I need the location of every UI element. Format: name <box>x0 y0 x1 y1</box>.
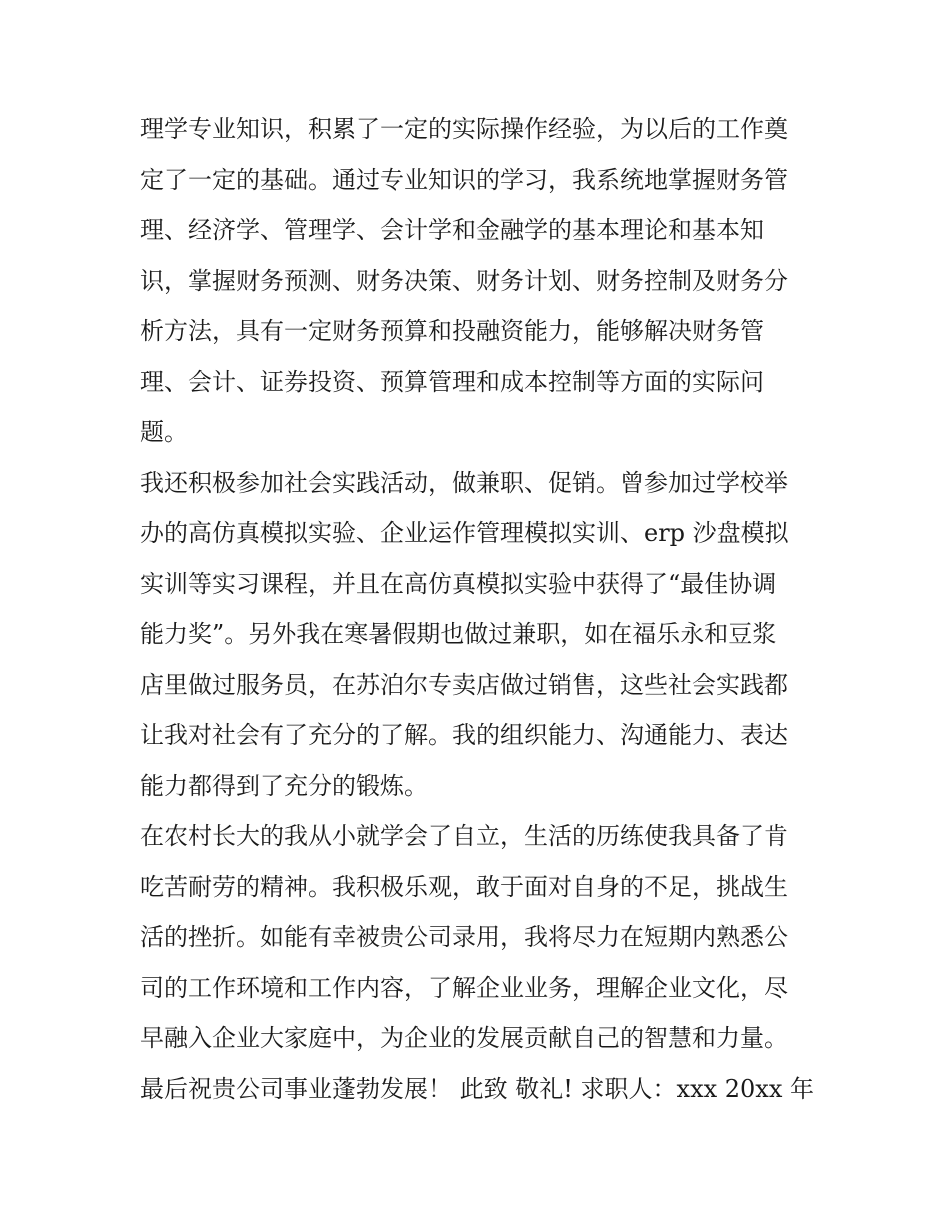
text-line: 吃苦耐劳的精神。我积极乐观，敢于面对自身的不足，挑战生 <box>140 872 788 901</box>
text-line: 理学专业知识，积累了一定的实际操作经验，为以后的工作奠 <box>140 115 788 143</box>
text-line: 能力奖”。另外我在寒暑假期也做过兼职，如在福乐永和豆浆 <box>140 620 777 648</box>
text-line: 司的工作环境和工作内容，了解企业业务，理解企业文化，尽 <box>140 973 788 1002</box>
text-line: 早融入企业大家庭中，为企业的发展贡献自己的智慧和力量。 <box>140 1024 788 1052</box>
text-line: 办的高仿真模拟实验、企业运作管理模拟实训、erp 沙盘模拟 <box>140 519 789 547</box>
text-line: 最后祝贵公司事业蓬勃发展！ 此致 敬礼! 求职人：xxx 20xx 年 <box>140 1074 815 1103</box>
text-line: 实训等实习课程，并且在高仿真模拟实验中获得了“最佳协调 <box>140 569 777 598</box>
body-text <box>140 104 820 1114</box>
text-line: 让我对社会有了充分的了解。我的组织能力、沟通能力、表达 <box>140 721 788 749</box>
text-line: 我还积极参加社会实践活动，做兼职、促销。曾参加过学校举 <box>140 468 788 497</box>
text-line: 在农村长大的我从小就学会了自立，生活的历练使我具备了肯 <box>140 822 788 850</box>
text-line: 能力都得到了充分的锻炼。 <box>140 771 428 800</box>
text-line: 理、经济学、管理学、会计学和金融学的基本理论和基本知 <box>140 216 764 244</box>
text-line: 析方法，具有一定财务预算和投融资能力，能够解决财务管 <box>140 317 764 345</box>
text-line: 活的挫折。如能有幸被贵公司录用，我将尽力在短期内熟悉公 <box>140 923 788 951</box>
text-line: 店里做过服务员，在苏泊尔专卖店做过销售，这些社会实践都 <box>140 670 788 699</box>
text-line: 定了一定的基础。通过专业知识的学习，我系统地掌握财务管 <box>140 165 788 194</box>
text-line: 题。 <box>140 418 188 446</box>
text-line: 识，掌握财务预测、财务决策、财务计划、财务控制及财务分 <box>140 266 788 295</box>
text-line: 理、会计、证券投资、预算管理和成本控制等方面的实际问 <box>140 367 764 396</box>
